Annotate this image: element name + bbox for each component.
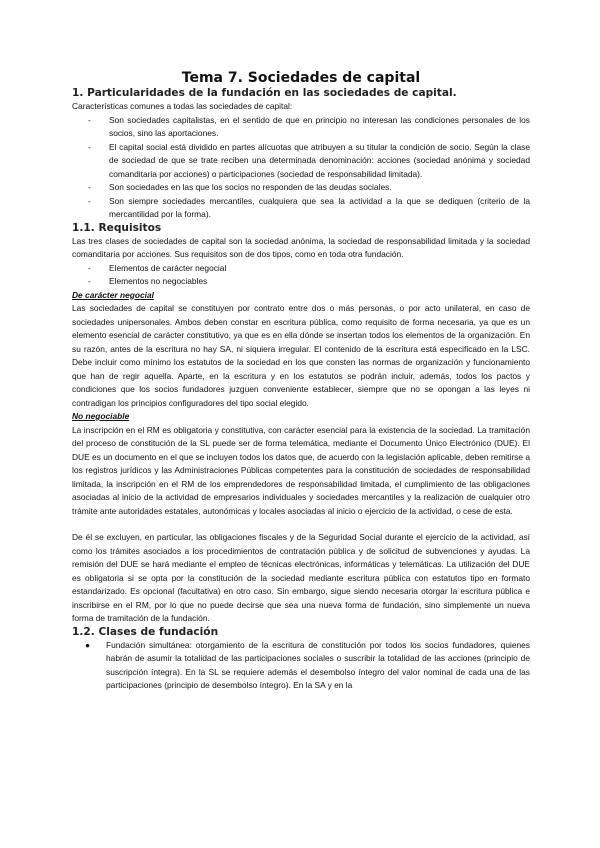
list-item-text: Son sociedades capitalistas, en el sentido de que en principio no interesan las condiciones personales de los socios, sino las aportaciones. [109, 114, 530, 138]
list-item-text: Son sociedades en las que los socios no responden de las deudas sociales. [109, 182, 392, 192]
requisitos-list [72, 262, 530, 289]
list-item [72, 275, 530, 289]
section-heading-1-2: 1.2. Clases de fundación [72, 625, 219, 638]
section-heading-1-1: 1.1. Requisitos [72, 221, 162, 234]
no-negociable-paragraph-1: La inscripción en el RM es obligatoria y constitutiva, con carácter esencial para la existencia de la sociedad. La tramitación del proceso de constitución de la SL puede ser de forma telemática, mediante el Documento Único Electrónico (DUE). El DUE es un documento en el que se incluyen todos los datos que, de acuerdo con la legislación aplicable, deben remitirse a los registros jurídicos y las Administraciones Públicas competentes para la constitución de sociedades de responsabilidad limitada, la inscripción en el RM de los emprendedores de responsabilidad limitada, el cumplimiento de las obligaciones asociadas al inicio de la actividad de empresarios individuales y sociedades mercantiles y la realización de cualquier otro trámite ante autoridades estatales, autonómicas y locales asociadas al inicio o ejercicio de la actividad, o cese de esta. [72, 424, 530, 516]
list-item [72, 195, 530, 222]
list-item-text: Fundación simultánea: otorgamiento de la escritura de constitución por todos los socios fundadores, quienes habrán de asumir la totalidad de las participaciones sociales o suscribir la totalidad de las acciones (principio de suscripción íntegra). En la SL se requiere además el desembolso íntegro del valor nominal de cada una de las participaciones (principio de desembolso íntegro). En la SA y en la [106, 639, 530, 690]
list-item [72, 141, 530, 182]
dash-marker: - [88, 114, 91, 125]
section-heading-1: 1. Particularidades de la fundación en las sociedades de capital. [72, 87, 457, 99]
dash-marker: - [88, 182, 91, 192]
list-item [72, 114, 530, 141]
clases-list [72, 639, 530, 693]
page-title: Tema 7. Sociedades de capital [181, 70, 421, 86]
dash-marker: - [88, 141, 91, 152]
paragraph-spacer [72, 518, 530, 531]
dash-marker: - [88, 276, 91, 286]
negocial-paragraph: Las sociedades de capital se constituyen por contrato entre dos o más personas, o por acto unilateral, en caso de sociedades unipersonales. Ambos deben constar en escritura pública, como requisito de forma necesaria, ya que es un elemento esencial de carácter constitutivo, ya que es en ella dónde se insertan todos los elementos de la organización. En su razón, antes de la escritura no hay SA, ni siquiera irregular. El contenido de la escritura está especificado en la LSC. Debe incluir como mínimo los estatutos de la sociedad en los que consten las normas de organización y funcionamiento que han de regir aquella. Aparte, en la escritura y en los estatutos se podrán incluir, además, todos los pactos y condiciones que los socios fundadores juzguen conveniente establecer, siempre que no se opongan a las leyes ni contradigan los principios configuradores del tipo social elegido. [72, 303, 530, 408]
no-negociable-subheading: No negociable [72, 411, 130, 421]
list-item-text: Son siempre sociedades mercantiles, cualquiera que sea la actividad a la que se dediquen (criterio de la mercantilidad por la forma). [109, 195, 530, 219]
requisitos-intro: Las tres clases de sociedades de capital son la sociedad anónima, la sociedad de responsabilidad limitada y la sociedad comanditaria por acciones. Sus requisitos son de dos tipos, como en toda otra fundación. [72, 235, 530, 259]
characteristics-list [72, 114, 530, 222]
list-item [72, 181, 530, 195]
list-item-text: Elementos no negociables [109, 276, 208, 286]
dash-marker: - [88, 262, 91, 273]
no-negociable-paragraph-2: De él se excluyen, en particular, las obligaciones fiscales y de la Seguridad Social durante el ejercicio de la actividad, así como los trámites asociados a los procedimientos de contratación pública y de solicitud de subvenciones y ayudas. La remisión del DUE se hará mediante el empleo de técnicas electrónicas, informáticas y telemáticas. La utilización del DUE es obligatoria si se opta por la constitución de la sociedad mediante escritura pública con estatutos tipo en formato estandarizado. Es opcional (facultativa) en otro caso. Sin embargo, sigue siendo necesaria otorgar la escritura pública e inscribirse en el RM, por lo que no puede decirse que sea una nueva forma de fundación, sino simplemente un nueva forma de tramitación de la fundación. [72, 532, 530, 623]
list-item [72, 639, 530, 693]
list-item [72, 262, 530, 276]
dash-marker: - [88, 195, 91, 206]
document-page [72, 70, 530, 693]
bullet-dot-icon: ● [85, 639, 91, 650]
section-1-intro: Características comunes a todas las sociedades de capital: [72, 101, 293, 111]
negocial-subheading: De carácter negocial [72, 289, 154, 300]
list-item-text: Elementos de carácter negocial [109, 262, 227, 273]
list-item-text: El capital social está dividido en partes alícuotas que atribuyen a su titular la condición de socio. Según la clase de sociedad de que se trate reciben una determinada denominación: acciones (sociedad anónima y sociedad comanditaria por acciones) o participaciones (sociedad de responsabilidad limitada). [109, 141, 530, 179]
